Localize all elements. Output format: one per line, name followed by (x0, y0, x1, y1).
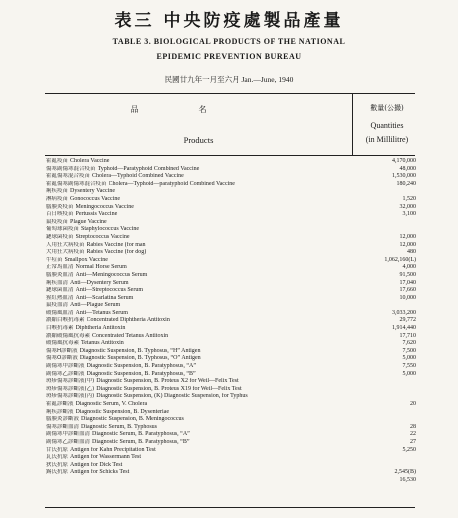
product-name-chinese: 副傷寒甲診斷液 (46, 363, 85, 370)
product-name-chinese: 痢疾疫苗 (46, 188, 69, 195)
table-row (46, 439, 418, 447)
product-name-chinese: 葡萄球菌疫苗 (46, 226, 80, 233)
product-name: Diphtheria Antitoxin (75, 325, 126, 332)
product-name: Diagnostic Serum, B. Typhosus (81, 423, 157, 430)
product-name-chinese: 霍亂傷寒副傷寒混合疫苗 (46, 180, 107, 187)
product-name-chinese: 淋病疫苗 (46, 195, 69, 202)
product-name-chinese: 斑疹傷寒診斷液(乙) (46, 385, 95, 392)
product-name-chinese: 霍亂疫苗 (46, 158, 69, 164)
table-row (46, 173, 418, 181)
table-row (46, 469, 418, 477)
product-name-chinese: 瓦氏抗原 (46, 454, 69, 461)
product-name-chinese: 傷寒副傷寒混合疫苗 (46, 165, 96, 172)
table-row (46, 378, 418, 386)
table-row (46, 462, 418, 470)
product-name-chinese: 鼠疫血清 (46, 302, 69, 309)
table-row (46, 340, 418, 348)
product-name-chinese: 牛痘苗 (46, 256, 63, 263)
table-row (46, 355, 418, 363)
products-table-body (46, 158, 418, 485)
product-name: Diagnostic Serum, B. Paratyphosus, “B” (92, 438, 190, 445)
product-name-chinese: 濃縮破傷風抗毒素 (46, 332, 91, 339)
table-row (46, 317, 418, 325)
product-quantity: 29,772 (399, 317, 416, 324)
product-name-chinese: 傷寒診斷血清 (46, 423, 80, 430)
table-row (46, 287, 418, 295)
product-name-chinese: 痢疾血清 (46, 279, 69, 286)
table-row (46, 447, 418, 455)
product-name: Gonococcus Vaccine (70, 195, 121, 202)
product-name-chinese: 正常馬血清 (46, 264, 74, 271)
table-row (46, 302, 418, 310)
table-row (46, 204, 418, 212)
product-quantity: 2,545(B) (394, 469, 416, 476)
product-name: Diagnostic Suspension, B. Dysenteriae (75, 408, 170, 415)
product-name-chinese: 濃縮白喉抗毒素 (46, 317, 85, 324)
table-top-rule (45, 93, 415, 94)
product-name-chinese: 鏈球菌血清 (46, 287, 74, 294)
table-row (46, 431, 418, 439)
product-quantity: 12,000 (399, 241, 416, 248)
product-quantity: 20 (410, 401, 416, 407)
product-quantity: 91,500 (399, 271, 416, 278)
product-name: Antigen for Wassermann Test (70, 454, 142, 461)
product-name: Diagnostic Suspension, B. Paratyphosus, “A” (86, 363, 197, 370)
column-header-products: Products (183, 135, 214, 145)
header-column-divider (352, 93, 353, 155)
product-quantity: 27 (410, 438, 416, 445)
product-quantity: 4,170,000 (392, 158, 416, 164)
table-row (46, 158, 418, 166)
table-row (46, 188, 418, 196)
product-quantity: 32,000 (399, 203, 416, 210)
table-row (46, 386, 418, 394)
product-name-chinese: 破傷風抗毒素 (46, 340, 80, 347)
product-name-chinese: 腦膜炎疫苗 (46, 203, 74, 210)
product-quantity: 1,062,160(L) (384, 256, 416, 263)
product-quantity: 10,000 (399, 294, 416, 301)
table-row (46, 416, 418, 424)
product-name: Cholera—Typhoid—paratyphoid Combined Vaccine (108, 180, 235, 187)
table-row (46, 409, 418, 417)
product-quantity: 4,000 (402, 264, 416, 271)
product-name: Diagnostic Suspension, B. Typhosus, “O” Antigen (79, 355, 201, 362)
product-name: Diagnostic Suspension, (K) Diagnostic Suspension, for Typhus (96, 393, 248, 400)
product-name-chinese: 痢疾診斷液 (46, 408, 74, 415)
table-row (46, 219, 418, 227)
table-row (46, 211, 418, 219)
product-name: Pertussis Vaccine (75, 211, 118, 218)
product-name: Tetanus Antitoxin (81, 340, 124, 347)
product-quantity: 5,000 (402, 355, 416, 362)
table-row (46, 280, 418, 288)
product-quantity: 12,000 (399, 233, 416, 240)
product-quantity: 5,000 (402, 370, 416, 377)
product-name-chinese: 人用狂犬病疫苗 (46, 241, 85, 248)
table-row (46, 242, 418, 250)
product-name: Anti—Dysentery Serum (70, 279, 129, 286)
table-row (46, 371, 418, 379)
product-name-chinese: 鼠疫疫苗 (46, 218, 69, 225)
product-name-chinese: 鏈球菌疫苗 (46, 233, 74, 240)
product-name-chinese: 腦膜炎診斷液 (46, 416, 80, 423)
product-quantity: 5,250 (402, 446, 416, 453)
product-name-chinese: 錫氏抗原 (46, 469, 69, 476)
product-name-chinese: 狄氏抗原 (46, 461, 69, 468)
product-name: Antigen for Dick Test (70, 461, 123, 468)
product-quantity: 1,914,440 (392, 325, 416, 332)
product-name: Anti—Streptococcus Serum (75, 287, 144, 294)
table-row (46, 264, 418, 272)
product-quantity: 7,500 (402, 347, 416, 354)
product-name-chinese: 腦膜炎血清 (46, 271, 74, 278)
product-name: Meningococcus Vaccine (75, 203, 134, 210)
product-name: Concentrated Diphtheria Antitoxin (86, 317, 170, 324)
product-quantity: 1,520 (402, 195, 416, 202)
product-name: Rabies Vaccine (for man (86, 241, 146, 248)
product-name: Concentrated Tetanus Antitoxin (92, 332, 169, 339)
table-row (46, 393, 418, 401)
product-quantity: 180,240 (396, 180, 416, 187)
table-title-chinese: 表三 中央防疫處製品產量 (114, 11, 344, 31)
table-row (46, 272, 418, 280)
column-header-quantity-chinese: 數量(公撮) (370, 104, 404, 112)
product-quantity: 22 (410, 431, 416, 438)
table-row (46, 226, 418, 234)
product-quantity: 7,620 (402, 340, 416, 347)
column-header-quantity-unit: (in Millilitre) (365, 135, 409, 144)
product-name: Anti—Scarlatina Serum (75, 294, 134, 301)
product-name-chinese: 白喉抗毒素 (46, 325, 74, 332)
product-name: Normal Horse Serum (75, 264, 127, 271)
table-row (46, 196, 418, 204)
product-name: Diagnostic Suspension, B. Proteus X2 for Weil—Felix Test (96, 378, 239, 385)
product-name: Anti—Tetanus Serum (75, 309, 128, 316)
date-range: 民國廿九年一月至六月 Jan.—June, 1940 (164, 75, 294, 84)
product-name-chinese: 斑疹傷寒診斷液(丙) (46, 393, 95, 400)
table-row (46, 363, 418, 371)
header-bottom-rule (45, 155, 415, 156)
product-quantity: 17,710 (399, 332, 416, 339)
product-quantity: 3,100 (402, 211, 416, 218)
product-quantity: 17,040 (399, 279, 416, 286)
column-header-products-chinese: 品名 (130, 105, 267, 114)
product-name-chinese: 霍亂傷寒混合疫苗 (46, 173, 91, 180)
product-quantity: 7,550 (402, 363, 416, 370)
product-quantity: 480 (407, 249, 416, 256)
product-name-chinese: 副傷寒乙診斷液 (46, 370, 85, 377)
table-row (46, 310, 418, 318)
product-name-chinese: 破傷風血清 (46, 309, 74, 316)
table-row (46, 295, 418, 303)
table-row (46, 249, 418, 257)
column-header-quantity: Quantities (370, 121, 404, 130)
product-name: Diagnostic Serum, B. Paratyphosus, “A” (92, 431, 190, 438)
product-name: Diagnostic Serum, V. Cholera (75, 401, 148, 407)
table-row (46, 181, 418, 189)
table-row (46, 348, 418, 356)
table-row (46, 401, 418, 409)
product-name: Plague Vaccine (70, 218, 107, 225)
product-name: Smallpox Vaccine (64, 256, 108, 263)
product-name: Streptococcus Vaccine (75, 233, 130, 240)
table-row (46, 234, 418, 242)
table-row (46, 166, 418, 174)
product-name: Anti—Meningococcus Serum (75, 271, 148, 278)
product-quantity: 3,033,200 (392, 309, 416, 316)
product-name: Anti—Plague Serum (70, 302, 121, 309)
product-name: Diagnostic Suspension, B. Proteus X19 for Weil—Felix Test (96, 385, 242, 392)
product-name-chinese: 百日咳疫苗 (46, 211, 74, 218)
table-row (46, 454, 418, 462)
product-name-chinese: 傷寒O診斷液 (46, 355, 78, 362)
product-name: Dysentery Vaccine (70, 188, 116, 195)
product-name-chinese: 斑疹傷寒診斷液(甲) (46, 378, 95, 385)
product-name: Staphylococcus Vaccine (81, 226, 140, 233)
product-name-chinese: 傷寒H診斷液 (46, 347, 78, 354)
product-name-chinese: 猩紅熱血清 (46, 294, 74, 301)
product-name-chinese: 副傷寒乙診斷血清 (46, 438, 91, 445)
table-row (46, 477, 418, 485)
product-name-chinese: 副傷寒甲診斷血清 (46, 431, 91, 438)
product-name: Antigen for Schicks Test (70, 469, 130, 476)
product-name: Antigen for Kahn Precipitation Test (70, 446, 156, 453)
table-title-english-line1: TABLE 3. BIOLOGICAL PRODUCTS OF THE NATIONAL (112, 37, 346, 46)
product-quantity: 16,530 (399, 476, 416, 483)
product-name: Cholera Vaccine (70, 158, 110, 164)
table-bottom-rule (45, 507, 415, 508)
product-name: Diagnostic Suspension, B. Meningococcus (81, 416, 184, 423)
product-name-chinese: 甘氏抗原 (46, 446, 69, 453)
product-name-chinese: 犬用狂犬病疫苗 (46, 249, 85, 256)
product-name: Rabies Vaccine (for dog) (86, 249, 147, 256)
product-name: Cholera—Typhoid Combined Vaccine (92, 173, 184, 180)
product-name: Typhoid—Paratyphoid Combined Vaccine (97, 165, 200, 172)
table-row (46, 257, 418, 265)
table-row (46, 333, 418, 341)
product-quantity: 1,530,000 (392, 173, 416, 180)
product-name-chinese: 霍亂診斷液 (46, 401, 74, 407)
product-name: Diagnostic Suspension, B. Typhosus, “H” Antigen (79, 347, 201, 354)
table-row (46, 325, 418, 333)
table-title-english-line2: EPIDEMIC PREVENTION BUREAU (156, 52, 302, 61)
product-name: Diagnostic Suspension, B. Paratyphosus, “B” (86, 370, 196, 377)
product-quantity: 28 (410, 423, 416, 430)
table-row (46, 424, 418, 432)
product-quantity: 48,000 (399, 165, 416, 172)
product-quantity: 17,660 (399, 287, 416, 294)
